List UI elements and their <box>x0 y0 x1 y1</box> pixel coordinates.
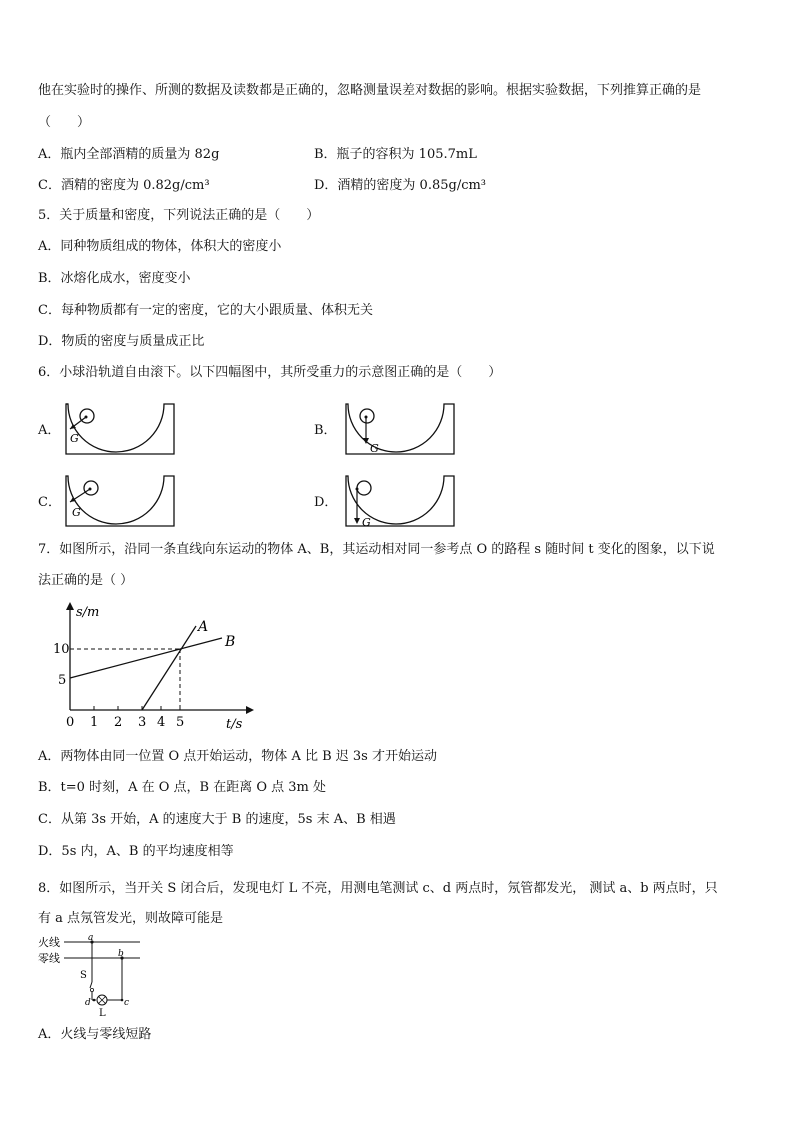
q8-point-c: c <box>124 998 130 1008</box>
q4-option-d: D．酒精的密度为 0.85g/cm³ <box>314 178 487 193</box>
q8-neutral-wire-label: 零线 <box>38 952 60 965</box>
q7-stem-line2: 法正确的是（ ） <box>38 573 134 588</box>
q6-figure-d <box>340 472 460 532</box>
q8-point-d: d <box>85 998 91 1008</box>
q6-figure-a <box>60 400 180 460</box>
q4-option-b: B．瓶子的容积为 105.7mL <box>314 147 477 162</box>
q6-figure-b <box>340 400 460 460</box>
q4-option-a: A．瓶内全部酒精的质量为 82g <box>38 147 220 162</box>
q8-stem-line2: 有 a 点氖管发光，则故障可能是 <box>38 911 224 926</box>
q4-option-c: C．酒精的密度为 0.82g/cm³ <box>38 178 210 193</box>
q8-switch-label: S <box>80 970 87 981</box>
q8-point-b: b <box>118 949 124 959</box>
q7-line-b-label: B <box>225 634 236 650</box>
q7-x-tick-4: 4 <box>157 715 166 730</box>
q5-option-d: D．物质的密度与质量成正比 <box>38 334 205 349</box>
q5-option-c: C．每种物质都有一定的密度，它的大小跟质量、体积无关 <box>38 303 373 318</box>
q8-lamp-label: L <box>99 1008 106 1019</box>
q7-y-tick-10: 10 <box>53 642 70 657</box>
q6-label-a: A． <box>38 423 61 438</box>
q7-x-tick-3: 3 <box>138 715 147 730</box>
q7-option-d: D．5s 内，A、B 的平均速度相等 <box>38 844 234 859</box>
q5-option-b: B．冰熔化成水，密度变小 <box>38 271 191 286</box>
q7-x-tick-2: 2 <box>114 715 123 730</box>
q7-y-tick-5: 5 <box>58 673 67 688</box>
q7-y-axis-label: s/m <box>76 605 100 620</box>
q8-point-a: a <box>88 933 94 943</box>
q7-stem-line1: 7．如图所示，沿同一条直线向东运动的物体 A、B，其运动相对同一参考点 O 的路程 s 随时间 t 变化的图象，以下说 <box>38 542 715 557</box>
q7-option-c: C．从第 3s 开始，A 的速度大于 B 的速度，5s 末 A、B 相遇 <box>38 812 396 827</box>
q5-option-a: A．同种物质组成的物体，体积大的密度小 <box>38 239 282 254</box>
q8-circuit-diagram <box>36 932 146 1022</box>
q7-option-a: A．两物体由同一位置 O 点开始运动，物体 A 比 B 迟 3s 才开始运动 <box>38 749 437 764</box>
q7-line-a-label: A <box>198 619 209 635</box>
q6-c-force-label: G <box>72 506 81 519</box>
q7-x-axis-label: t/s <box>226 717 243 732</box>
q6-label-d: D． <box>314 495 338 510</box>
q8-live-wire-label: 火线 <box>38 936 60 949</box>
q7-x-tick-5: 5 <box>176 715 185 730</box>
q7-st-graph <box>50 598 260 733</box>
q4-stem-continuation: 他在实验时的操作、所测的数据及读数都是正确的，忽略测量误差对数据的影响。根据实验数据，下列推算正确的是 <box>38 83 702 98</box>
q6-figure-c <box>60 472 180 532</box>
q6-a-force-label: G <box>70 432 79 445</box>
q7-option-b: B．t=0 时刻，A 在 O 点，B 在距离 O 点 3m 处 <box>38 780 326 795</box>
q6-label-c: C． <box>38 495 61 510</box>
q6-b-force-label: G <box>370 442 379 455</box>
q7-x-tick-1: 1 <box>90 715 99 730</box>
q4-answer-paren: （ ） <box>38 115 91 130</box>
q6-stem: 6．小球沿轨道自由滚下。以下四幅图中，其所受重力的示意图正确的是（ ） <box>38 365 502 380</box>
q8-option-a: A．火线与零线短路 <box>38 1027 152 1042</box>
q5-stem: 5．关于质量和密度，下列说法正确的是（ ） <box>38 208 320 223</box>
q6-d-force-label: G <box>362 516 371 529</box>
q7-x-tick-0: 0 <box>66 715 75 730</box>
q6-label-b: B． <box>314 423 337 438</box>
q8-stem-line1: 8．如图所示，当开关 S 闭合后，发现电灯 L 不亮，用测电笔测试 c、d 两点时，氖管都发光， 测试 a、b 两点时，只 <box>38 881 718 896</box>
